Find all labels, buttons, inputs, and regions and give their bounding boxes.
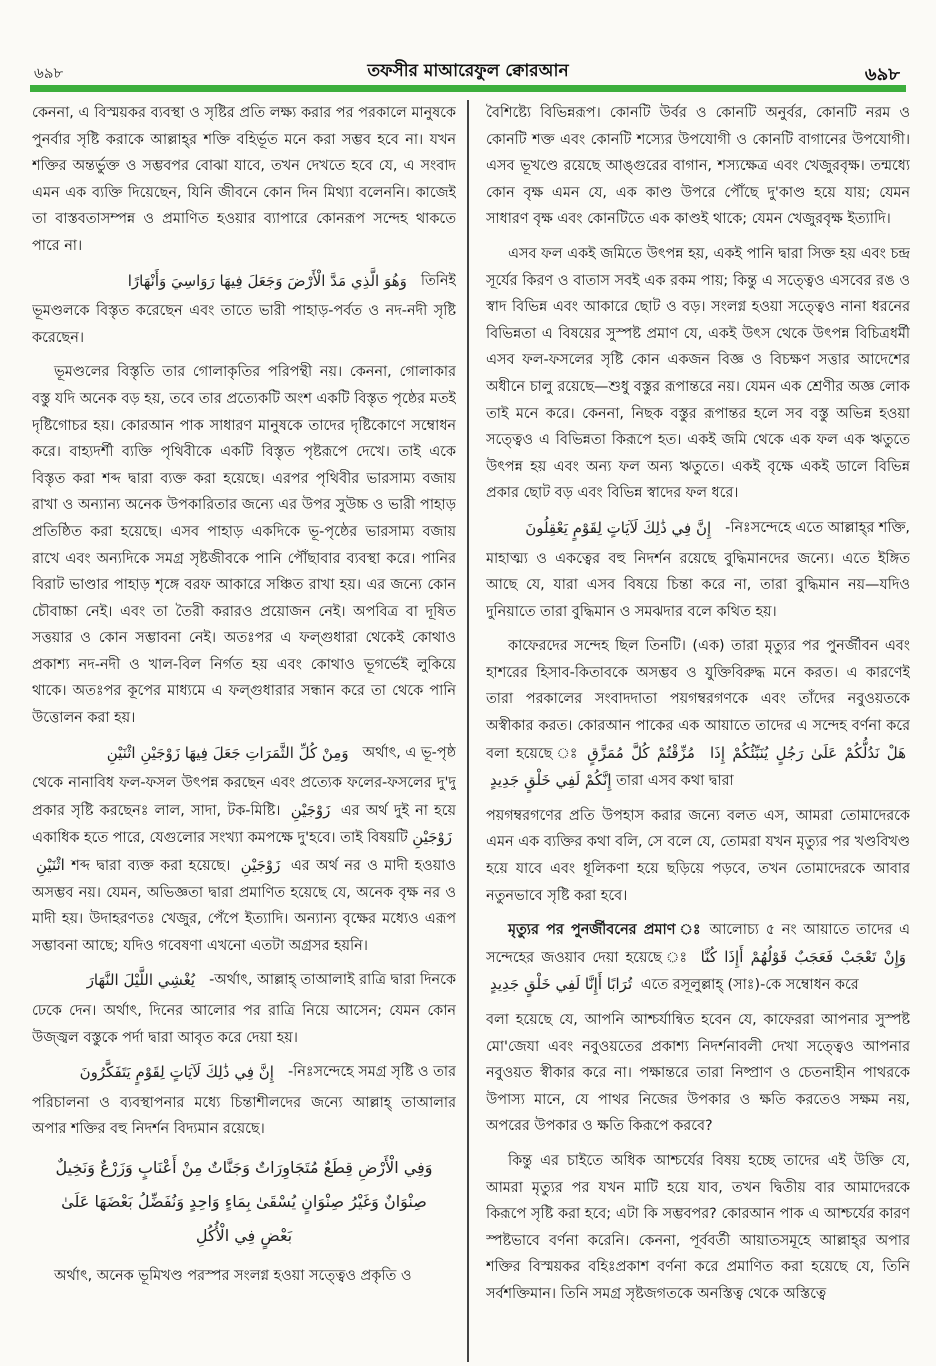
arabic-verse: مُزِّقْتُمْ كُلَّ مُمَزَّقٍ إِنَّكُمْ لَفِي خَلْقٍ جَدِيدٍ [490,743,695,790]
text-run: তারা এসব কথা দ্বারা [616,773,734,790]
page-number-left: ৬৯৮ [34,64,64,82]
page-header [0,0,936,95]
paragraph: কেননা, এ বিস্ময়কর ব্যবস্থা ও সৃষ্টির প্রতি লক্ষ্য করার পর পরকালে মানুষকে পুনর্বার সৃষ্টি করাকে আল্লাহ্‌র শক্তি বহির্ভূত মনে করা সম্ভব হবে না। যখন শক্তির অন্তর্ভুক্ত ও সম্ভবপর বোঝা যাবে, তখন দেখতে হবে যে, এ সংবাদ এমন এক ব্যক্তি দিয়েছেন, যিনি জীবনে কোন দিন মিথ্যা বলেননি। কাজেই তা বাস্তবতাসম্পন্ন ও প্রমাণিত হওয়ার ব্যাপারে কোনরূপ সন্দেহ থাকতে পারে না। [32,105,456,254]
right-column [486,100,910,1366]
page-number-right: ৬৯৮ [864,64,900,85]
section-heading: মৃত্যুর পর পুনর্জীবনের প্রমাণ ঃ [508,922,703,939]
paragraph: পরিচালনা ও ব্যবস্থাপনার মধ্যে চিন্তাশীলদের জন্যে আল্লাহ্ তাআলার অপার শক্তির বহু নিদর্শন বিদ্যমান রয়েছে। [32,1094,456,1138]
text-run: সন্দেহের জওয়াব দেয়া হয়েছে ঃ [486,949,690,966]
arabic-verse: وَهُوَ الَّذِي مَدَّ الْأَرْضَ وَجَعَلَ فِيهَا رَوَاسِيَ وَأَنْهَارًا [127,271,407,290]
paragraph [486,633,910,795]
arabic-verse: إِنَّ فِي ذَٰلِكَ لَآيَاتٍ لِقَوْمٍ يَتَفَكَّرُونَ [79,1063,274,1082]
text-run: শব্দ দ্বারা ব্যক্ত করা হয়েছে। [71,858,231,875]
text-run: এতে রসূলুল্লাহ্ (সাঃ)-কে সম্বোধন করে [640,977,859,994]
paragraph: মাহাত্ম্য ও একত্বের বহু নিদর্শন রয়েছে বুদ্ধিমানদের জন্যে। এতে ইঙ্গিত আছে যে, যারা এসব বিষয়ে চিন্তা করে না, তারা বুদ্ধিমান নয়—যদিও দুনিয়াতে তারা বুদ্ধিমান ও সমঝদার বলে কথিত হয়। [486,550,910,620]
text-run: এর অর্থ দুই না হয়ে একাধিক হতে পারে, যেগুলোর সংখ্যা কমপক্ষে দু'হবে। তাই বিষয়টি [32,802,456,847]
paragraph: বৈশিষ্ট্যে বিভিন্নরূপ। কোনটি উর্বর ও কোনটি অনুর্বর, কোনটি নরম ও কোনটি শক্ত এবং কোনটি শস্যের উপযোগী ও কোনটি বাগানের উপযোগী। এসব ভূখণ্ডে রয়েছে আঙ্গুরের বাগান, শস্যক্ষেত্র এবং খেজুরবৃক্ষ। তন্মধ্যে কোন বৃক্ষ এমন যে, এক কাণ্ড উপরে পৌঁছে দু'কাণ্ড হয়ে যায়; যেমন সাধারণ বৃক্ষ এবং কোনটিতে এক কাণ্ডই থাকে; যেমন খেজুরবৃক্ষ ইত্যাদি। [486,105,910,228]
paragraph: বলা হয়েছে যে, আপনি আশ্চর্যান্বিত হবেন যে, কাফেররা আপনার সুস্পষ্ট মো'জেযা এবং নবুওয়তের প্রকাশ্য নিদর্শনাবলী দেখা সত্ত্বেও আপনার নবুওয়ত স্বীকার করে না। পক্ষান্তরে তারা নিষ্প্রাণ ও চেতনাহীন পাথরকে উপাস্য মানে, যে পাথর নিজের উপকার ও ক্ষতি করতেও সক্ষম নয়, অপরের উপকার ও ক্ষতি কিরূপে করবে? [486,1012,910,1135]
arabic-verse: تُرَابًا أَإِنَّا لَفِي خَلْقٍ جَدِيدٍ [490,975,633,994]
text-run: কাফেরদের সন্দেহ ছিল তিনটি। (এক) তারা মৃত্যুর পর পুনর্জীবন এবং হাশরের হিসাব-কিতাবকে অসম্ভব ও যুক্তিবিরুদ্ধ মনে করত। এ কারণেই তারা পরকালের সংবাদদাতা পয়গম্বরগণকে এবং তাঁদের নবুওয়তকে অস্বীকার করত। কোরআন পাকের এক আয়াতে তাদের এ [486,638,910,735]
arabic-verse: وَإِنْ تَعْجَبْ فَعَجَبٌ قَوْلُهُمْ أَإِذَا كُنَّا [700,947,907,966]
paragraph [486,917,910,999]
verse-line [32,740,456,767]
verse-lead-text: অর্থাৎ, এ ভূ-পৃষ্ঠ [362,744,456,761]
arabic-verse-line: صِنْوَانٌ وَغَيْرُ صِنْوَانٍ يُسْقَىٰ بِمَاءٍ وَاحِدٍ وَنُفَضِّلُ بَعْضَهَا عَلَىٰ [61,1191,427,1211]
verse-lead-text: -নিঃসন্দেহে সমগ্র সৃষ্টি ও তার [287,1064,456,1081]
verse-lead-text: -অর্থাৎ, আল্লাহ্ তাআলাই রাত্রি দ্বারা দিনকে [209,972,456,989]
arabic-verse: هَلْ نَدُلُّكُمْ عَلَىٰ رَجُلٍ يُنَبِّئُكُمْ إِذَا [710,743,907,762]
paragraph: পয়গম্বরগণের প্রতি উপহাস করার জন্যে বলত এস, আমরা তোমাদেরকে এমন এক ব্যক্তির কথা বলি, সে বলে যে, তোমরা যখন মৃত্যুর পর খণ্ডবিখণ্ড হয়ে যাবে এবং ধূলিকণা হয়ে ছড়িয়ে পড়বে, তখন তোমাদেরকে আবার নতুনভাবে সৃষ্টি করা হবে। [486,807,910,904]
arabic-verse-line: وَفِي الْأَرْضِ قِطَعٌ مُتَجَاوِرَاتٌ وَجَنَّاتٌ مِنْ أَعْنَابٍ وَزَرْعٌ وَنَخِيلٌ [55,1157,433,1177]
text-run: থেকে নানাবিধ ফল-ফসল উৎপন্ন করছেন এবং প্রত্যেক ফলের-ফসলের দু'দু প্রকার সৃষ্টি করছেনঃ লাল, সাদা, টক-মিষ্টি। [32,775,456,819]
arabic-verse: يُغْشِي اللَّيْلَ النَّهَارَ [86,971,196,990]
arabic-verse: وَمِنْ كُلِّ الثَّمَرَاتِ جَعَلَ فِيهَا زَوْجَيْنِ اثْنَيْنِ [106,743,349,762]
arabic-word: زَوْجَيْنِ [240,856,281,875]
verse-line [32,268,456,295]
paragraph: এসব ফল একই জমিতে উৎপন্ন হয়, একই পানি দ্বারা সিক্ত হয় এবং চন্দ্র সূর্যের কিরণ ও বাতাস সবই এক রকম পায়; কিন্তু এ সত্ত্বেও এসবের রঙ ও স্বাদ বিভিন্ন এবং আকারে ছোট ও বড়। সংলগ্ন হওয়া সত্ত্বেও নানা ধরনের বিভিন্নতা এ বিষয়ের সুস্পষ্ট প্রমাণ যে, একই উৎস থেকে উৎপন্ন বিচিত্রধর্মী এসব ফল-ফসলের সৃষ্টি কোন একজন বিজ্ঞ ও বিচক্ষণ সত্তার আদেশের অধীনে চালু রয়েছে—শুধু বস্তুর রূপান্তরে নয়। যেমন এক শ্রেণীর অজ্ঞ লোক তাই মনে করে। কেননা, নিছক বস্তুর রূপান্তর হলে সব বস্তু অভিন্ন হওয়া সত্ত্বেও এ বিভিন্নতা কিরূপে হত। একই জমি থেকে এক ফল এক ঋতুতে উৎপন্ন হয় এবং অন্য ফল অন্য ঋতুতে। একই বৃক্ষে একই ডালে বিভিন্ন প্রকার ছোট বড় এবং বিভিন্ন স্বাদের ফল ধরে। [486,245,910,502]
paragraph: অর্থাৎ, অনেক ভূমিখণ্ড পরস্পর সংলগ্ন হওয়া সত্ত্বেও প্রকৃতি ও [54,1267,412,1284]
verse-lead-text: -নিঃসন্দেহে এতে আল্লাহ্‌র শক্তি, [725,519,910,536]
verse-block [32,1151,456,1253]
header-rule [30,85,906,92]
arabic-word: زَوْجَيْنِ اثْنَيْنِ [36,828,453,875]
arabic-verse-line: بَعْضٍ فِي الْأُكُلِ [195,1225,293,1245]
paragraph: ভূমণ্ডলকে বিস্তৃত করেছেন এবং তাতে ভারী পাহাড়-পর্বত ও নদ-নদী সৃষ্টি করেছেন। [32,303,456,346]
column-divider [467,100,469,1362]
running-title: তফসীর মাআরেফুল ক্বোরআন [367,61,569,81]
text-run: আলোচ্য ৫ নং আয়াতে তাদের এ [709,922,910,939]
arabic-word: زَوْجَيْنِ [290,800,331,819]
left-column [32,100,456,1366]
paragraph [32,770,456,959]
text-run: এর অর্থ নর ও মাদী হওয়াও অসম্ভব নয়। যেমন, অভিজ্ঞতা দ্বারা প্রমাণিত হয়েছে যে, অনেক বৃক্ষ নর ও মাদী হয়। উদাহরণতঃ খেজুর, পেঁপে ইত্যাদি। অন্যান্য বৃক্ষের মধ্যেও এরূপ সম্ভাবনা আছে; যদিও গবেষণা এখনো এতটা অগ্রসর হয়নি। [32,858,456,954]
verse-line [32,1059,456,1086]
verse-line [486,515,910,542]
paragraph: ভূমণ্ডলের বিস্তৃতি তার গোলাকৃতির পরিপন্থী নয়। কেননা, গোলাকার বস্তু যদি অনেক বড় হয়, তবে তার প্রত্যেকটি অংশ একটি বিস্তৃত পৃষ্ঠের মতই দৃষ্টিগোচর হয়। কোরআন পাক সাধারণ মানুষকে তাদের দৃষ্টিকোণে সম্বোধন করে। বাহ্যদর্শী ব্যক্তি পৃথিবীকে একটি বিস্তৃত পৃষ্টরূপে দেখে। তাই একে বিস্তৃত করা শব্দ দ্বারা ব্যক্ত করা হয়েছে। এরপর পৃথিবীর ভারসাম্য বজায় রাখা ও অন্যান্য অনেক উপকারিতার জন্যে এর উপর সুউচ্চ ও ভারী পাহাড় প্রতিষ্ঠিত করা হয়েছে। এসব পাহাড় একদিকে ভূ-পৃষ্ঠের ভারসাম্য বজায় রাখে এবং অন্যদিকে সমগ্র সৃষ্টজীবকে পানি পৌঁছাবার ব্যবস্থা করে। পানির বিরাট ভাণ্ডার পাহাড় শৃঙ্গে বরফ আকারে সঞ্চিত রাখা হয়। এর জন্যে কোন চৌবাচ্চা নেই। এবং তা তৈরী করারও প্রয়োজন নেই। অপবিত্র বা দূষিত সত্তয়ার ও কোন সম্ভাবনা নেই। অতঃপর এ ফল্গুধারা থেকেই কোথাও প্রকাশ্য নদ-নদী ও খাল-বিল নির্গত হয় এবং কোথাও ভূগর্ভেই লুকিয়ে থাকে। অতঃপর কূপের মাধ্যমে এ ফল্গুধারার সন্ধান করে তা থেকে পানি উত্তোলন করা হয়। [32,364,456,727]
arabic-verse: إِنَّ فِي ذَٰلِكَ لَآيَاتٍ لِقَوْمٍ يَعْقِلُونَ [525,518,712,537]
verse-line [32,967,456,994]
verse-lead-text: তিনিই [420,272,456,289]
paragraph: ঢেকে দেন। অর্থাৎ, দিনের আলোর পর রাত্রি নিয়ে আসেন; যেমন কোন উজ্জ্বল বস্তুকে পর্দা দ্বারা আবৃত করে দেয়া হয়। [32,1003,456,1046]
text-run: সন্দেহ বর্ণনা করে বলা হয়েছে ঃ [486,718,910,762]
paragraph: কিন্তু এর চাইতে অধিক আশ্চর্যের বিষয় হচ্ছে তাদের এই উক্তি যে, আমরা মৃত্যুর পর যখন মাটি হয়ে যাব, তখন দ্বিতীয় বার আমাদেরকে কিরূপে সৃষ্টি করা হবে; এটা কি সম্ভবপর? কোরআন পাক এ আশ্চর্যের কারণ স্পষ্টভাবে বর্ণনা করেনি। কেননা, পূর্ববর্তী আয়াতসমূহে আল্লাহ্‌র অপার শক্তির বিস্ময়কর বহিঃপ্রকাশ বর্ণনা করে প্রমাণিত করা হয়েছে যে, তিনি সর্বশক্তিমান। তিনি সমগ্র সৃষ্টজগতকে অনস্তিত্ব থেকে অস্তিত্বে [486,1152,910,1302]
